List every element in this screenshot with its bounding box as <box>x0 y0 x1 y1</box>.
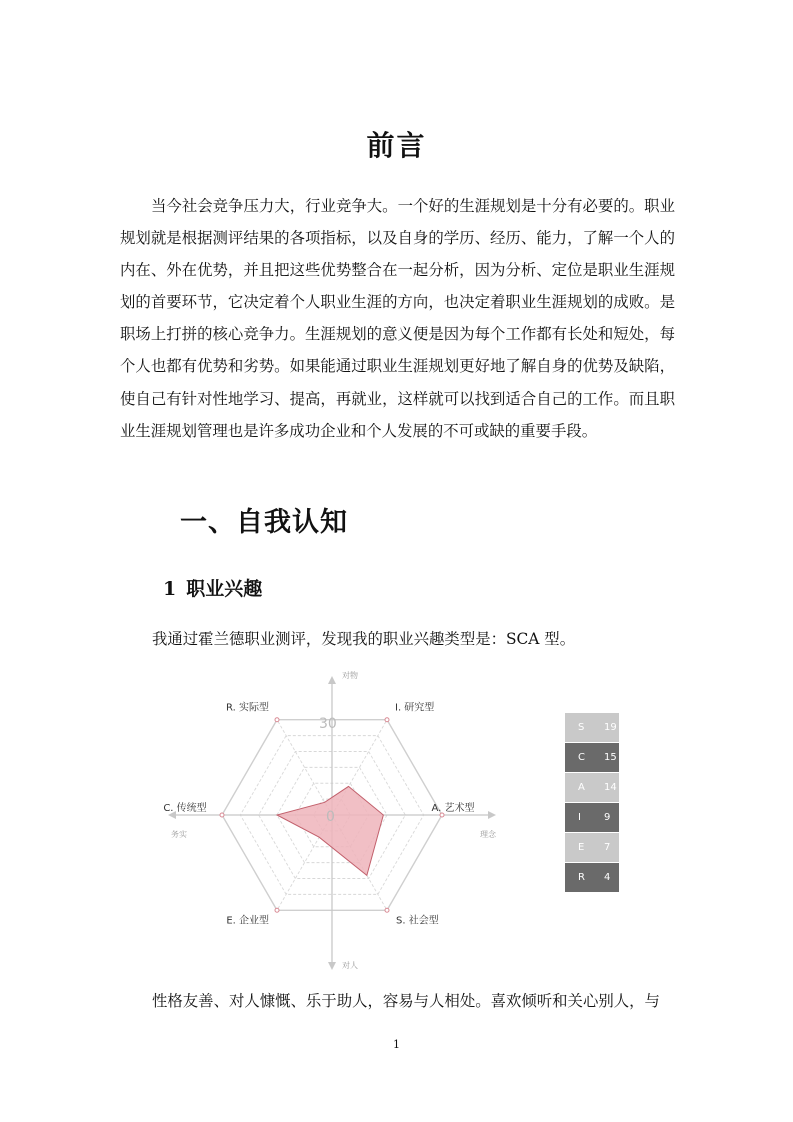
subsection-heading <box>163 574 262 601</box>
score-item <box>565 833 619 862</box>
score-code: S <box>578 722 585 733</box>
personality-paragraph: 性格友善、对人慷慨、乐于助人，容易与人相处。喜欢倾听和关心别人，与 <box>152 992 660 1010</box>
data-area <box>277 786 383 875</box>
intro-paragraph: 当今社会竞争压力大，行业竞争大。一个好的生涯规划是十分有必要的。职业规划就是根据测评结果的各项指标，以及自身的学历、经历、能力，了解一个人的内在、外在优势，并且把这些优势整合在一起分析，因为分析、定位是职业生涯规划的首要环节，它决定着个人职业生涯的方向，也决定着职业生涯规划的成败。是职场上打拼的核心竞争力。生涯规划的意义便是因为每个工作都有长处和短处，每个人也都有优势和劣势。如果能通过职业生涯规划更好地了解自身的优势及缺陷，使自己有针对性地学习、提高，再就业，这样就可以找到适合自己的工作。而且职业生涯规划管理也是许多成功企业和个人发展的不可或缺的重要手段。 <box>120 197 675 440</box>
vertex-marker <box>385 908 389 912</box>
tick-label-min: 0 <box>326 809 335 825</box>
score-code: I <box>578 812 581 823</box>
axis-label: A. 艺术型 <box>431 803 475 814</box>
score-code: A <box>578 782 585 793</box>
direction-label-left: 务实 <box>171 830 187 839</box>
score-item <box>565 743 619 772</box>
score-item <box>565 863 619 892</box>
holland-radar-chart <box>155 665 515 975</box>
score-value: 4 <box>604 872 611 883</box>
axis-label: I. 研究型 <box>395 702 435 714</box>
score-code: R <box>578 872 585 883</box>
score-value: 19 <box>604 722 617 733</box>
score-item <box>565 803 619 832</box>
score-value: 7 <box>604 842 611 853</box>
score-code: E <box>578 842 585 853</box>
section-heading: 一、自我认知 <box>180 507 348 538</box>
vertex-marker <box>385 718 389 722</box>
subsection-number: 1 <box>163 578 177 600</box>
tick-label-max: 30 <box>319 716 337 732</box>
axis-label: E. 企业型 <box>226 915 269 927</box>
score-value: 9 <box>604 812 611 823</box>
direction-label-right: 理念 <box>480 830 496 839</box>
vertical-axis-arrow-top <box>328 676 336 684</box>
vertex-marker <box>275 908 279 912</box>
test-result-paragraph: 我通过霍兰德职业测评，发现我的职业兴趣类型是：SCA 型。 <box>152 630 576 648</box>
vertex-marker <box>220 813 224 817</box>
page-title: 前言 <box>366 129 427 162</box>
score-item <box>565 713 619 742</box>
score-value: 15 <box>604 752 617 763</box>
subsection-title: 职业兴趣 <box>186 578 263 600</box>
score-item <box>565 773 619 802</box>
axis-label: C. 传统型 <box>163 803 207 814</box>
horizontal-axis-arrow-right <box>488 811 496 819</box>
axis-label: R. 实际型 <box>226 702 269 714</box>
vertex-marker <box>275 718 279 722</box>
score-list <box>565 713 619 893</box>
direction-label-bottom: 对人 <box>342 961 358 970</box>
axis-label: S. 社会型 <box>396 915 439 927</box>
score-code: C <box>578 752 585 763</box>
direction-label-top: 对物 <box>342 671 358 680</box>
page-number: 1 <box>393 1038 400 1051</box>
score-value: 14 <box>604 782 617 793</box>
vertical-axis-arrow-bottom <box>328 962 336 970</box>
